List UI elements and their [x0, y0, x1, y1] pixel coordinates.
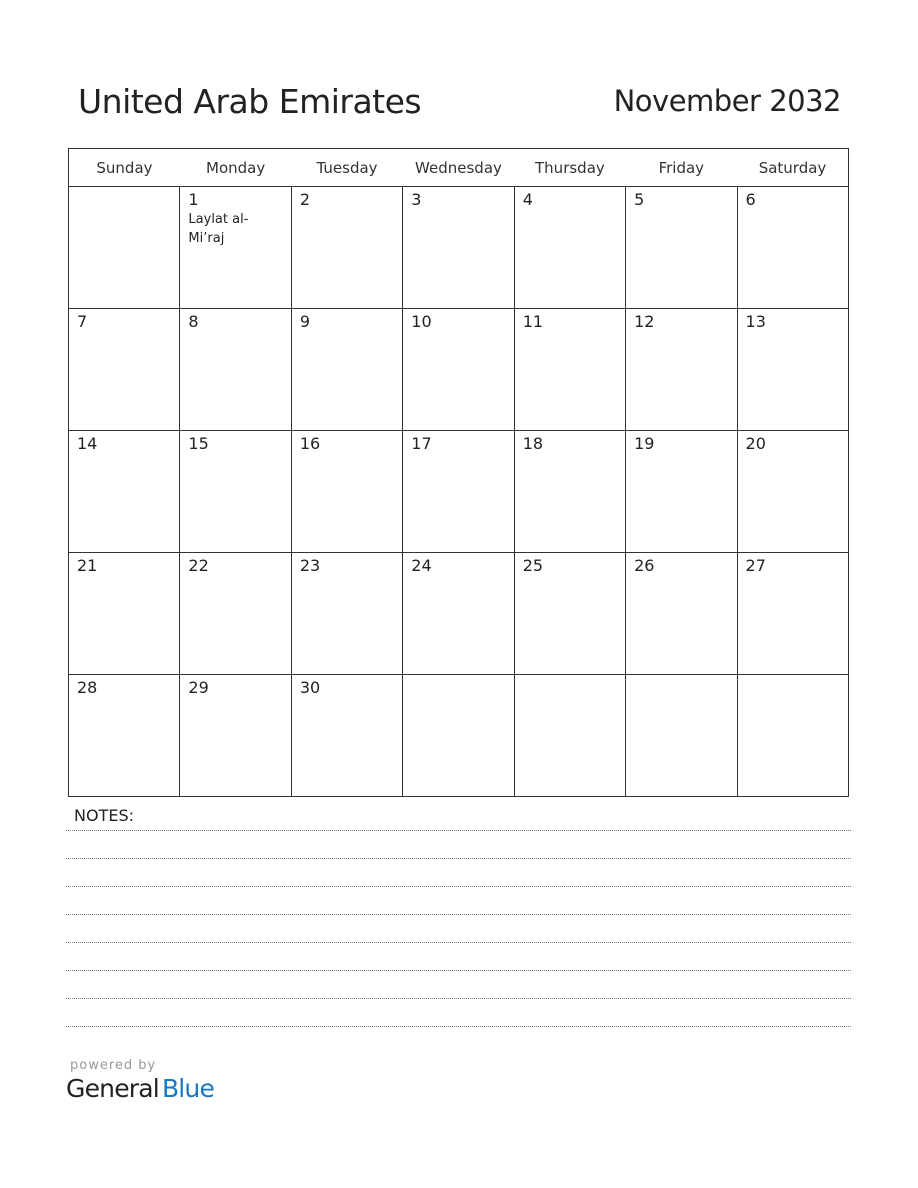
day-number: 3	[411, 190, 422, 209]
day-cell	[626, 309, 737, 431]
page-title: United Arab Emirates	[78, 82, 422, 121]
day-cell	[291, 309, 402, 431]
weekday-tuesday: Tuesday	[291, 149, 402, 187]
day-number: 19	[634, 434, 655, 453]
day-cell	[69, 553, 180, 675]
notes-label: NOTES:	[74, 806, 134, 825]
day-cell	[403, 553, 514, 675]
weekday-friday: Friday	[626, 149, 737, 187]
weekday-monday: Monday	[180, 149, 291, 187]
weekday-wednesday: Wednesday	[403, 149, 514, 187]
day-cell	[626, 187, 737, 309]
week-row	[69, 187, 849, 309]
day-cell	[291, 187, 402, 309]
day-number: 29	[188, 678, 209, 697]
day-number: 24	[411, 556, 432, 575]
day-cell	[69, 675, 180, 797]
day-number: 1	[188, 190, 199, 209]
day-number: 5	[634, 190, 645, 209]
day-cell	[737, 675, 848, 797]
notes-line	[66, 998, 851, 999]
day-number: 9	[299, 312, 311, 331]
holiday-label: Laylat al-Mi’raj	[188, 212, 249, 246]
day-cell	[626, 675, 737, 797]
day-cell	[737, 187, 848, 309]
day-cell	[180, 553, 291, 675]
day-cell	[626, 431, 737, 553]
notes-line	[66, 830, 851, 831]
day-number: 11	[522, 312, 544, 331]
day-number: 21	[77, 556, 98, 575]
week-row	[69, 309, 849, 431]
day-number: 15	[188, 434, 209, 453]
day-cell	[737, 553, 848, 675]
month-label: November 2032	[613, 84, 841, 118]
notes-line	[66, 1026, 851, 1027]
week-row	[69, 675, 849, 797]
day-cell	[69, 187, 180, 309]
notes-line	[66, 914, 851, 915]
day-cell	[180, 187, 291, 309]
day-cell	[180, 309, 291, 431]
day-number: 17	[411, 434, 432, 453]
logo-general: General	[66, 1074, 159, 1103]
day-cell	[514, 431, 625, 553]
week-row	[69, 431, 849, 553]
day-number: 8	[188, 312, 199, 331]
powered-by-text: powered by	[70, 1058, 157, 1073]
day-cell	[403, 309, 514, 431]
day-number: 2	[299, 190, 311, 209]
day-cell	[403, 675, 514, 797]
day-cell	[737, 431, 848, 553]
day-number: 10	[411, 312, 432, 331]
day-cell	[180, 431, 291, 553]
notes-line	[66, 886, 851, 887]
day-cell	[514, 187, 625, 309]
day-number: 13	[745, 312, 766, 331]
day-number: 23	[299, 556, 321, 575]
day-cell	[291, 431, 402, 553]
day-number: 6	[745, 190, 756, 209]
day-cell	[514, 675, 625, 797]
day-number: 28	[77, 678, 98, 697]
day-number: 7	[77, 312, 88, 331]
notes-line	[66, 970, 851, 971]
day-cell	[514, 553, 625, 675]
day-number: 25	[522, 556, 544, 575]
day-cell	[403, 431, 514, 553]
day-number: 4	[522, 190, 533, 209]
day-cell	[626, 553, 737, 675]
day-cell	[291, 553, 402, 675]
weekday-header-row	[69, 149, 849, 187]
weekday-thursday: Thursday	[514, 149, 625, 187]
day-number: 22	[188, 556, 209, 575]
day-number: 20	[745, 434, 766, 453]
day-cell	[69, 309, 180, 431]
day-cell	[69, 431, 180, 553]
week-row	[69, 553, 849, 675]
calendar-grid	[68, 148, 849, 797]
day-cell	[291, 675, 402, 797]
day-number: 26	[634, 556, 655, 575]
day-number: 27	[745, 556, 766, 575]
day-cell	[403, 187, 514, 309]
generalblue-logo	[66, 1074, 214, 1103]
logo-blue: Blue	[161, 1074, 215, 1103]
weekday-saturday: Saturday	[737, 149, 848, 187]
day-number: 12	[634, 312, 655, 331]
day-cell	[180, 675, 291, 797]
day-cell	[514, 309, 625, 431]
notes-line	[66, 942, 851, 943]
day-cell	[737, 309, 848, 431]
weekday-sunday: Sunday	[69, 149, 180, 187]
notes-line	[66, 858, 851, 859]
day-number: 14	[77, 434, 98, 453]
day-number: 18	[522, 434, 544, 453]
day-number: 30	[299, 678, 321, 697]
day-number: 16	[299, 434, 321, 453]
